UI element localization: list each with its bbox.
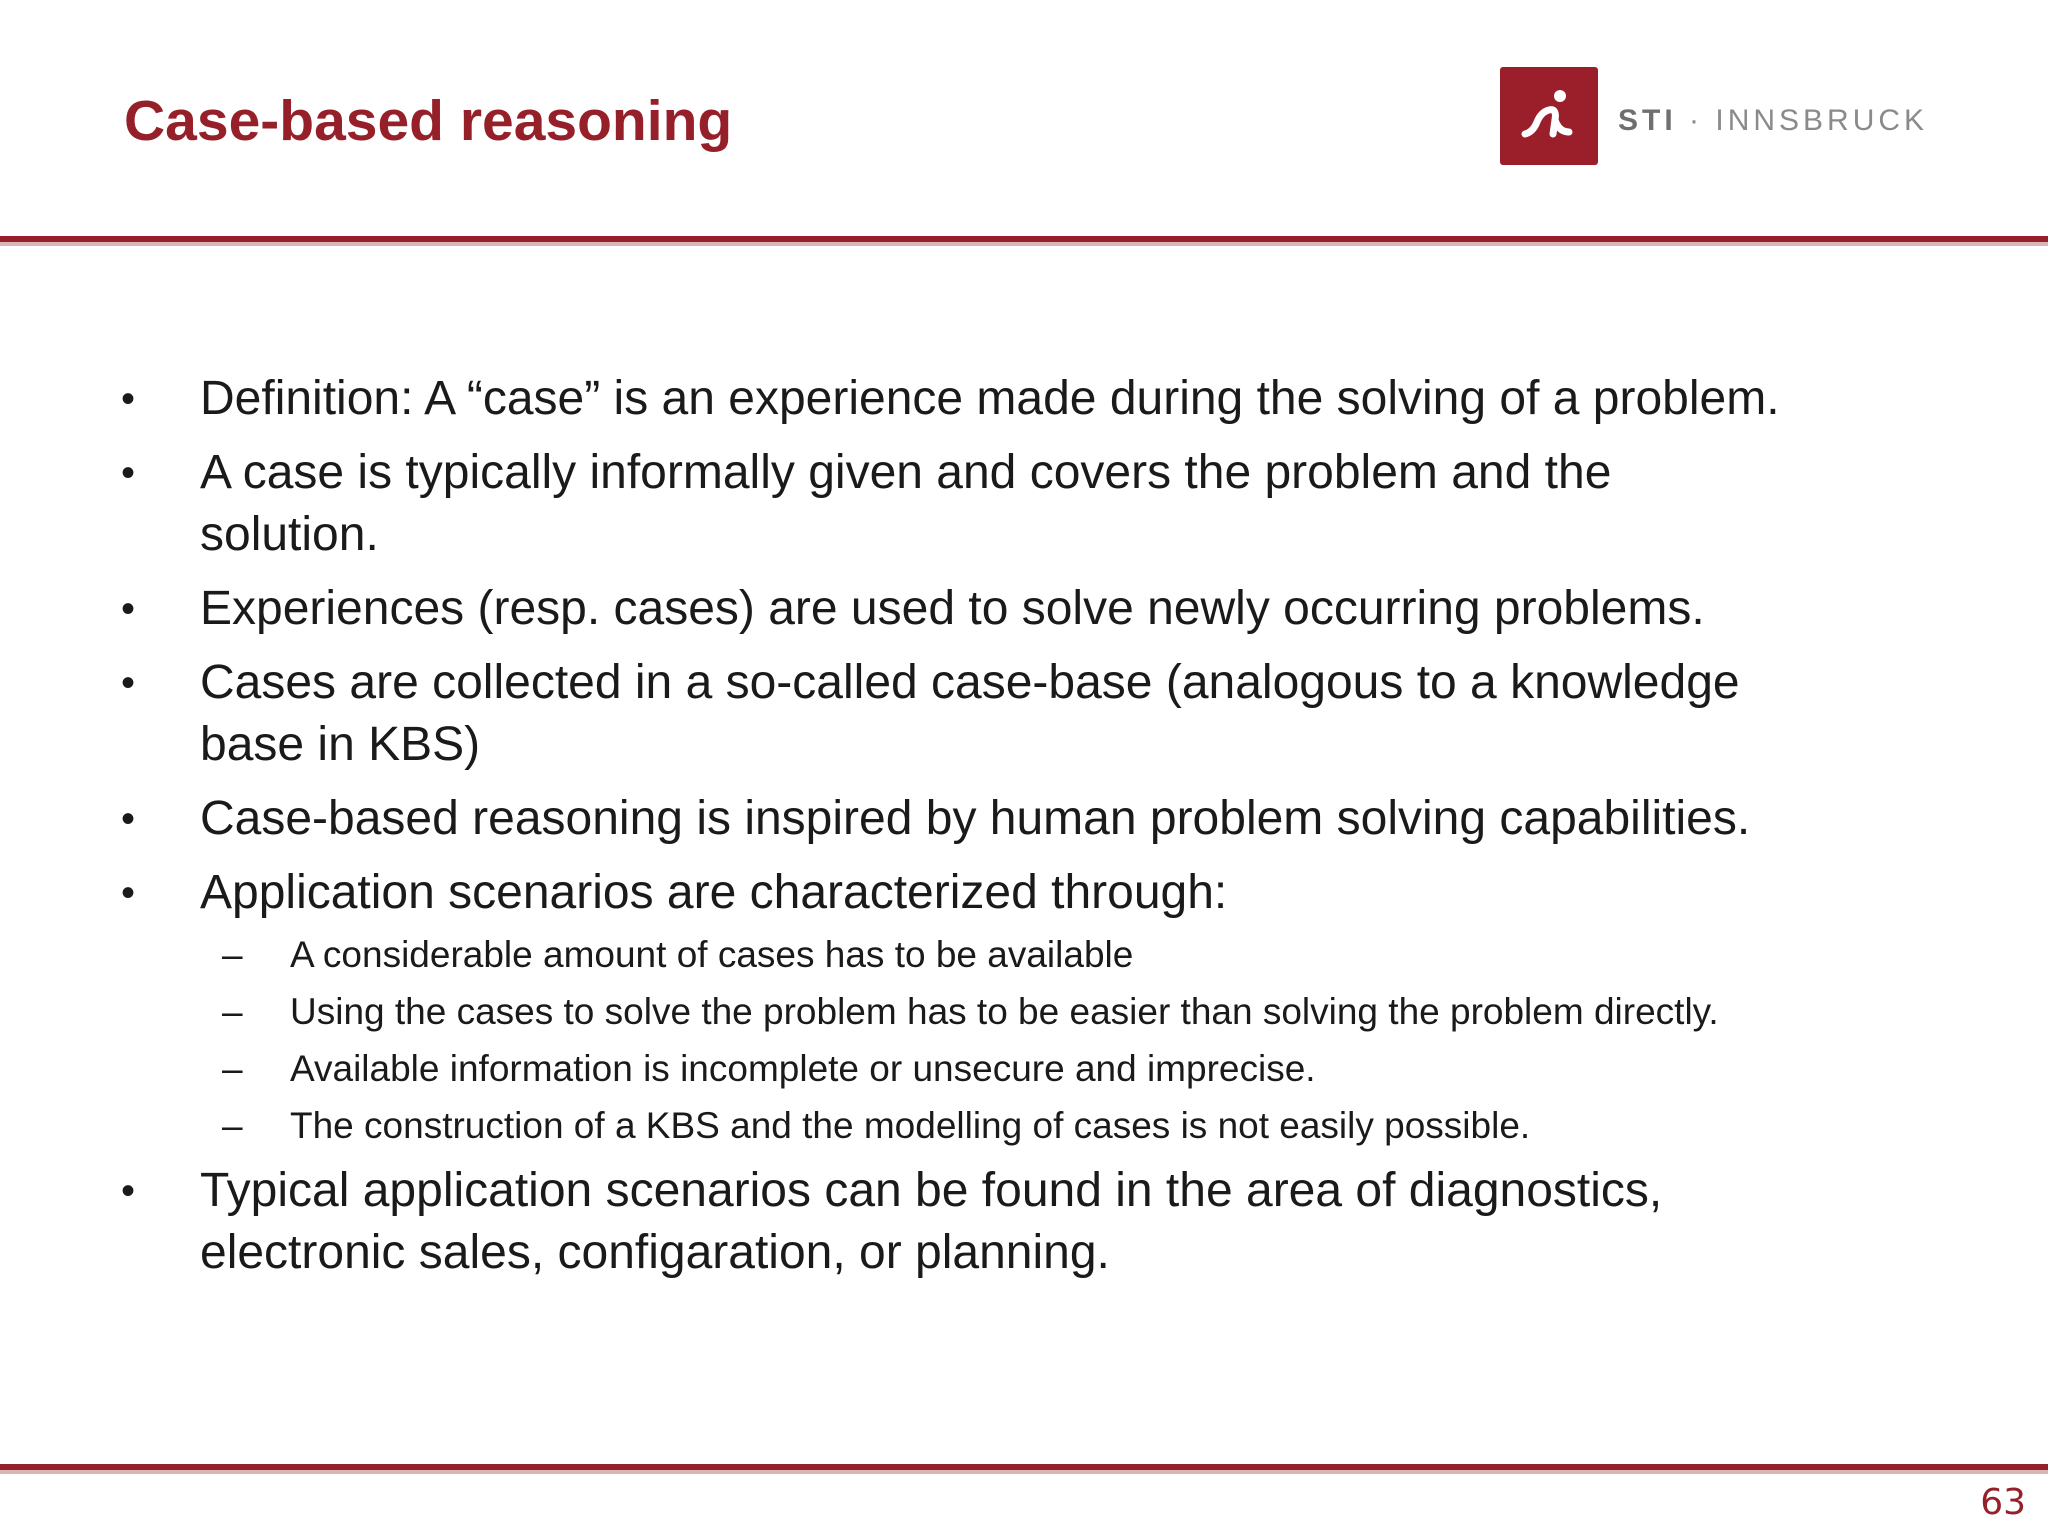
dash-marker: – — [222, 934, 243, 975]
header-divider-shadow — [0, 242, 2048, 246]
dash-marker: – — [222, 1105, 243, 1146]
dash-marker: – — [222, 1048, 243, 1089]
bullet-item — [0, 368, 1780, 430]
logo-brand: STI — [1618, 104, 1677, 137]
logo-separator: · — [1689, 104, 1704, 137]
bullet-text: A case is typically informally given and covers the problem and the solution. — [200, 446, 1612, 561]
sub-bullet-item — [0, 1103, 1900, 1149]
slide-body — [0, 368, 2048, 1296]
bullet-text: Case-based reasoning is inspired by human problem solving capabilities. — [200, 792, 1751, 845]
bullet-item — [0, 788, 1780, 850]
sub-bullet-list — [0, 932, 2048, 1149]
sti-logo-icon — [1500, 67, 1598, 165]
bullet-marker: • — [121, 377, 136, 421]
sub-bullet-item — [0, 932, 1900, 978]
sub-bullet-text: Using the cases to solve the problem has to be easier than solving the problem directly. — [290, 991, 1719, 1032]
bullet-text: Definition: A “case” is an experience made during the solving of a problem. — [200, 372, 1780, 425]
bullet-marker: • — [121, 797, 136, 841]
logo-location: INNSBRUCK — [1715, 104, 1929, 137]
bullet-item — [0, 1160, 1780, 1284]
sub-bullet-item — [0, 1046, 1900, 1092]
dash-marker: – — [222, 991, 243, 1032]
bullet-text: Experiences (resp. cases) are used to solve newly occurring problems. — [200, 582, 1705, 635]
sub-bullet-text: Available information is incomplete or unsecure and imprecise. — [290, 1048, 1316, 1089]
slide-title: Case-based reasoning — [124, 89, 733, 153]
bullet-item — [0, 442, 1780, 566]
bullet-text: Application scenarios are characterized through: — [200, 866, 1228, 919]
bullet-item — [0, 862, 1780, 924]
sub-bullet-text: A considerable amount of cases has to be available — [290, 934, 1134, 975]
logo-wordmark — [1618, 104, 1928, 138]
sub-bullet-text: The construction of a KBS and the modelling of cases is not easily possible. — [290, 1105, 1531, 1146]
bullet-item — [0, 578, 1780, 640]
bullet-text: Cases are collected in a so-called case-base (analogous to a knowledge base in KBS) — [200, 656, 1740, 771]
footer-divider-shadow — [0, 1470, 2048, 1474]
page-number: 63 — [1980, 1482, 2026, 1523]
bullet-marker: • — [121, 1169, 136, 1213]
bullet-item — [0, 652, 1780, 776]
bullet-text: Typical application scenarios can be found in the area of diagnostics, electronic sales, configaration, or planning. — [200, 1164, 1663, 1279]
sub-bullet-item — [0, 989, 1900, 1035]
bullet-marker: • — [121, 871, 136, 915]
sti-innsbruck-logo — [1500, 67, 1928, 165]
bullet-marker: • — [121, 661, 136, 705]
bullet-marker: • — [121, 587, 136, 631]
bullet-marker: • — [121, 451, 136, 495]
